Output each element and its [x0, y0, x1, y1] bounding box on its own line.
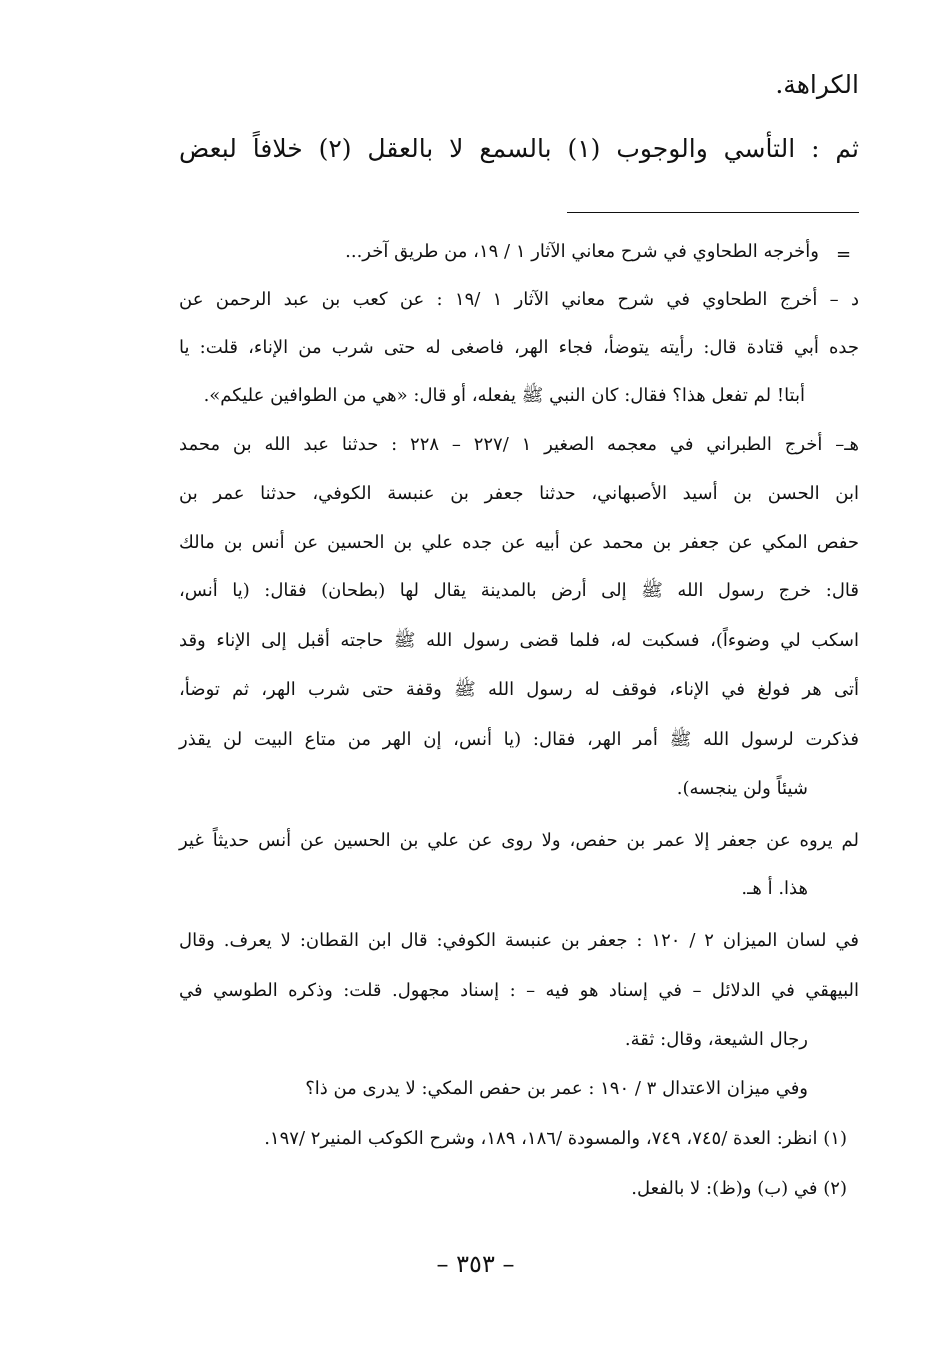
footnote-line: شيئاً ولن ينجسه). [676, 778, 808, 799]
footnote-line: البيهقي في الدلائل – في إسناد هو فيه – : إسناد مجهول. قلت: وذكره الطوسي في [179, 980, 860, 1001]
footnote-1: (١) انظر: العدة /٧٤٥، ٧٤٩، والمسودة /١٨٦، ١٨٩، وشرح الكوكب المنير٢ /١٩٧. [264, 1128, 847, 1149]
footnote-line: حفص المكي عن جعفر بن محمد عن أبيه عن جده علي بن الحسين عن أنس بن مالك [179, 532, 859, 553]
footnote-line: أبتا! لم تفعل هذا؟ فقال: كان النبي ﷺ يفعله، أو قال: «هي من الطوافين عليكم». [203, 385, 805, 406]
footnote-line: قال: خرج رسول الله ﷺ إلى أرض بالمدينة يقال لها (بطحان) فقال: (يا أنس، [179, 580, 859, 601]
footnote-line: جده أبي قتادة قال: رأيته يتوضأ، فجاء الهر، فاصغى له حتى شرب من الإناء، قلت: يا [179, 337, 859, 358]
footnote-line: رجال الشيعة، وقال: ثقة. [624, 1029, 808, 1050]
footnote-2: (٢) في (ب) و(ظ): لا بالفعل. [631, 1178, 847, 1199]
footnote-separator [567, 212, 859, 213]
footnote-line: هذا. أ هـ. [741, 878, 808, 899]
footnote-line: وفي ميزان الاعتدال ٣ / ١٩٠ : عمر بن حفص المكي: لا يدرى من ذا؟ [305, 1078, 808, 1099]
footnote-line: هـ– أخرج الطبراني في معجمه الصغير ١ /٢٢٧ – ٢٢٨ : حدثنا عبد الله بن محمد [179, 434, 859, 455]
page-number: – ٣٥٣ – [436, 1250, 515, 1278]
footnote-line: فذكرت لرسول الله ﷺ أمر الهر، فقال: (يا أنس، إن الهر من متاع البيت لن يقذر [179, 729, 859, 750]
footnote-line: د – أخرج الطحاوي في شرح معاني الآثار ١ /١٩ : عن كعب بن عبد الرحمن عن [179, 289, 859, 310]
main-text-line-2: ثم : التأسي والوجوب (١) بالسمع لا بالعقل (٢) خلافاً لبعض [179, 134, 860, 163]
continuation-mark: = [836, 244, 852, 265]
main-text-line-1: الكراهة. [775, 70, 859, 99]
footnote-line: لم يروه عن جعفر إلا عمر بن حفص، ولا روى عن علي بن الحسين عن أنس حديثاً غير [179, 830, 859, 851]
footnote-line: وأخرجه الطحاوي في شرح معاني الآثار ١ / ١٩، من طريق آخر... [345, 241, 819, 262]
footnote-line: في لسان الميزان ٢ / ١٢٠ : جعفر بن عنبسة الكوفي: قال ابن القطان: لا يعرف. وقال [179, 930, 860, 951]
footnote-line: ابن الحسن بن أسيد الأصبهاني، حدثنا جعفر بن عنبسة الكوفي، حدثنا عمر بن [179, 483, 859, 504]
footnote-line: أتى هر فولغ في الإناء، فوقف له رسول الله ﷺ وقفة حتى شرب الهر، ثم توضأ، [179, 679, 859, 700]
footnote-line: اسكب لي وضوءاً)، فسكبت له، فلما قضى رسول الله ﷺ حاجته أقبل إلى الإناء وقد [179, 630, 859, 651]
